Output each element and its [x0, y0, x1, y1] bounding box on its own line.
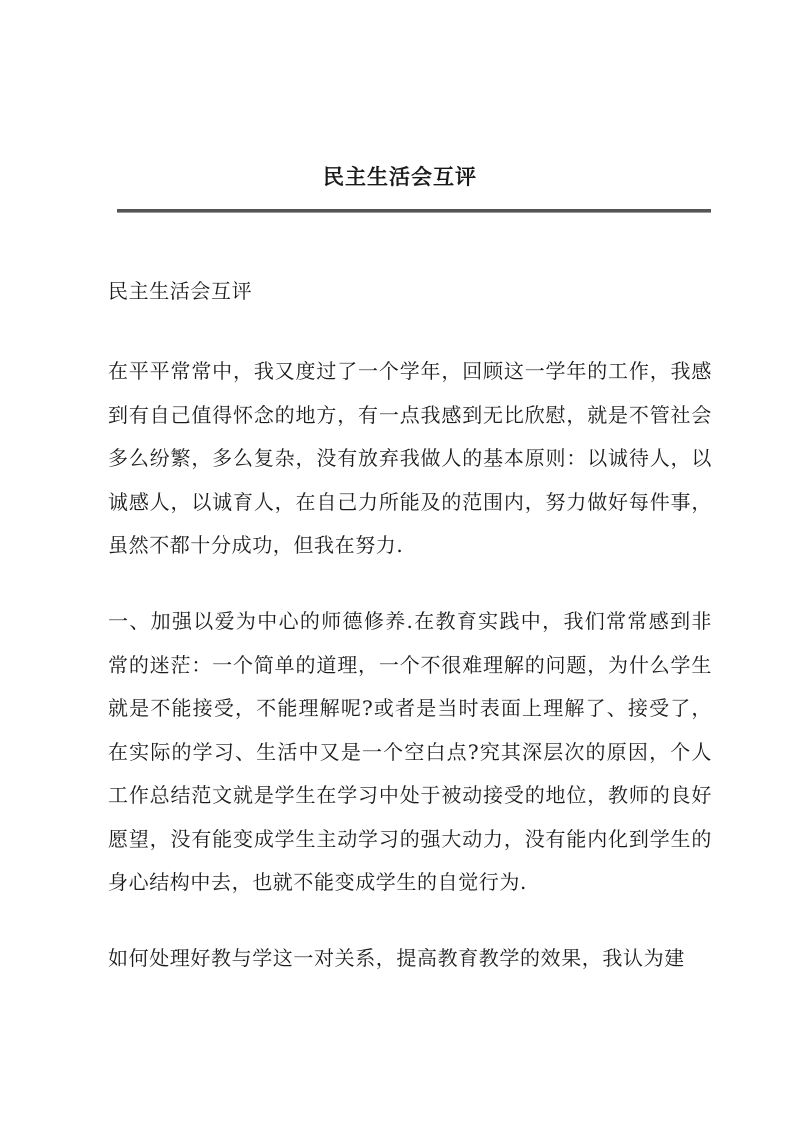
paragraph-section-one: 一、加强以爱为中心的师德修养.在教育实践中，我们常常感到非常的迷茫：一个简单的道理，一个不很难理解的问题，为什么学生就是不能接受，不能理解呢?或者是当时表面上理解了、接受了，在实际的学习、生活中又是一个空白点?究其深层次的原因，个人工作总结范文就是学生在学习中处于被动接受的地位，教师的良好愿望，没有能变成学生主动学习的强大动力，没有能内化到学生的身心结构中去，也就不能变成学生的自觉行为.	[108, 609, 712, 894]
paragraph-continuation: 如何处理好教与学这一对关系，提高教育教学的效果，我认为建	[108, 946, 685, 970]
document-title: 民主生活会互评	[323, 164, 477, 189]
title-divider	[117, 209, 711, 213]
section-heading: 民主生活会互评	[108, 279, 253, 303]
paragraph-intro: 在平平常常中，我又度过了一个学年，回顾这一学年的工作，我感到有自己值得怀念的地方，有一点我感到无比欣慰，就是不管社会多么纷繁，多么复杂，没有放弃我做人的基本原则：以诚待人，以诚感人，以诚育人，在自己力所能及的范围内，努力做好每件事，虽然不都十分成功，但我在努力.	[108, 359, 712, 557]
